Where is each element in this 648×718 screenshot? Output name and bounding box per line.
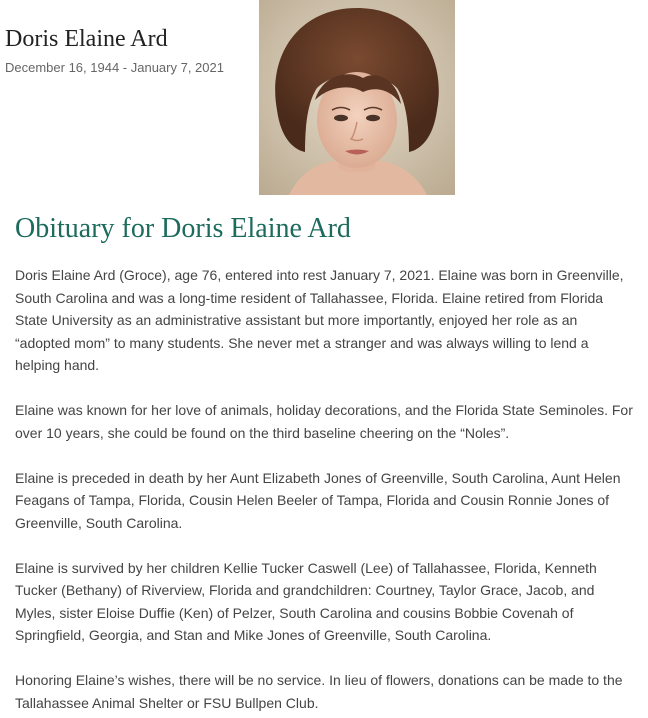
- portrait-photo-icon: [259, 0, 455, 195]
- obituary-paragraph: Elaine was known for her love of animals, holiday decorations, and the Florida State Seminoles. For over 10 years, she could be found on the third baseline cheering on the “Noles”.: [15, 402, 633, 441]
- obituary-paragraph: Honoring Elaine’s wishes, there will be no service. In lieu of flowers, donations can be made to the Tallahassee Animal Shelter or FSU Bullpen Club.: [15, 672, 623, 711]
- obituary-title: Obituary for Doris Elaine Ard: [15, 213, 351, 244]
- obituary-paragraph: Doris Elaine Ard (Groce), age 76, entered into rest January 7, 2021. Elaine was born in Greenville, South Carolina and was a long-time resident of Tallahassee, Florida. Elaine retired from Florida State University as an administrative assistant but more importantly, enjoyed her role as an “adopted mom” to many students. She never met a stranger and was always willing to lend a helping hand.: [15, 267, 624, 373]
- obituary-body: [15, 264, 635, 714]
- portrait-photo: [259, 0, 455, 195]
- obituary-paragraph: Elaine is preceded in death by her Aunt Elizabeth Jones of Greenville, South Carolina, Aunt Helen Feagans of Tampa, Florida, Cousin Helen Beeler of Tampa, Florida and Cousin Ronnie Jones of Greenville, South Carolina.: [15, 469, 621, 531]
- deceased-name: Doris Elaine Ard: [5, 26, 168, 52]
- life-dates: December 16, 1944 - January 7, 2021: [5, 60, 224, 75]
- obituary-paragraph: Elaine is survived by her children Kellie Tucker Caswell (Lee) of Tallahassee, Florida, Kenneth Tucker (Bethany) of Riverview, Florida and grandchildren: Courtney, Taylor Grace, Jacob, and Myles, sister Eloise Duffie (Ken) of Pelzer, South Carolina and cousins Bobbie Covenah of Springfield, Georgia, and Stan and Mike Jones of Greenville, South Carolina.: [15, 559, 597, 643]
